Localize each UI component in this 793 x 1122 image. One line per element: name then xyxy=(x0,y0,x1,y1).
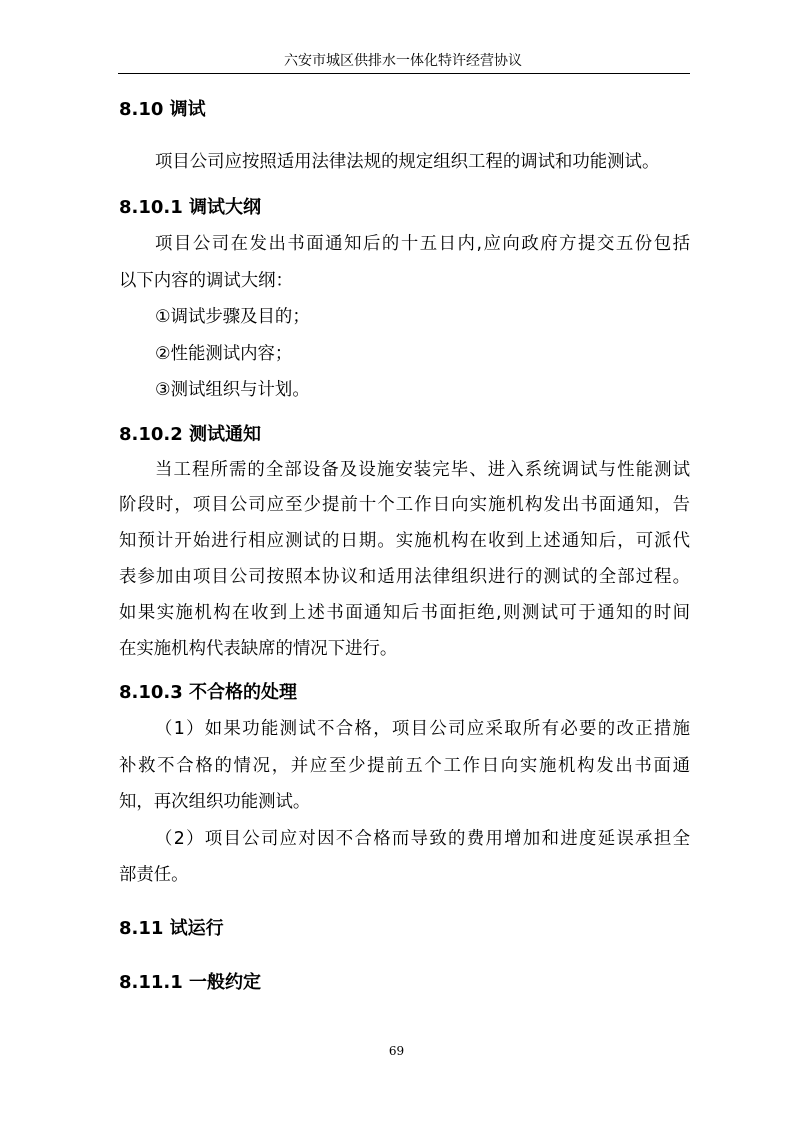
outline-list-item: ③测试组织与计划。 xyxy=(155,380,310,400)
section-heading-8-11-1: 8.11.1 一般约定 xyxy=(119,972,262,993)
page-number: 69 xyxy=(388,1044,405,1058)
section-8-10-3-paragraph-line: 知，再次组织功能测试。 xyxy=(119,792,311,812)
section-8-10-2-paragraph-line: 在实施机构代表缺席的情况下进行。 xyxy=(119,639,398,659)
section-heading-8-11: 8.11 试运行 xyxy=(119,918,224,939)
section-heading-8-10-3: 8.10.3 不合格的处理 xyxy=(119,682,298,703)
section-8-10-3-paragraph-line: （2）项目公司应对因不合格而导致的费用增加和进度延误承担全 xyxy=(155,829,690,849)
section-8-10-1-paragraph-line: 项目公司在发出书面通知后的十五日内,应向政府方提交五份包括 xyxy=(155,234,690,254)
section-8-10-3-paragraph-line: （1）如果功能测试不合格，项目公司应采取所有必要的改正措施 xyxy=(155,719,690,739)
page-header: 六安市城区供排水一体化特许经营协议 xyxy=(284,53,522,69)
header-divider xyxy=(118,73,690,74)
section-8-10-1-paragraph-line: 以下内容的调试大纲： xyxy=(119,271,293,291)
section-8-10-2-paragraph-line: 阶段时，项目公司应至少提前十个工作日向实施机构发出书面通知，告 xyxy=(119,495,690,515)
section-8-10-3-paragraph-line: 补救不合格的情况，并应至少提前五个工作日向实施机构发出书面通 xyxy=(119,756,690,776)
section-8-10-3-paragraph-line: 部责任。 xyxy=(119,865,189,885)
section-8-10-2-paragraph-line: 如果实施机构在收到上述书面通知后书面拒绝,则测试可于通知的时间 xyxy=(119,603,690,623)
section-heading-8-10-2: 8.10.2 测试通知 xyxy=(119,424,262,445)
section-heading-8-10-1: 8.10.1 调试大纲 xyxy=(119,197,262,218)
section-8-10-2-paragraph-line: 表参加由项目公司按照本协议和适用法律组织进行的测试的全部过程。 xyxy=(119,567,690,587)
section-8-10-2-paragraph-line: 知预计开始进行相应测试的日期。实施机构在收到上述通知后，可派代 xyxy=(119,531,690,551)
section-heading-8-10: 8.10 调试 xyxy=(119,99,206,120)
outline-list-item: ②性能测试内容； xyxy=(155,344,293,364)
outline-list-item: ①调试步骤及目的； xyxy=(155,307,310,327)
section-8-10-intro: 项目公司应按照适用法律法规的规定组织工程的调试和功能测试。 xyxy=(155,152,660,172)
section-8-10-2-paragraph-line: 当工程所需的全部设备及设施安装完毕、进入系统调试与性能测试 xyxy=(155,460,690,480)
